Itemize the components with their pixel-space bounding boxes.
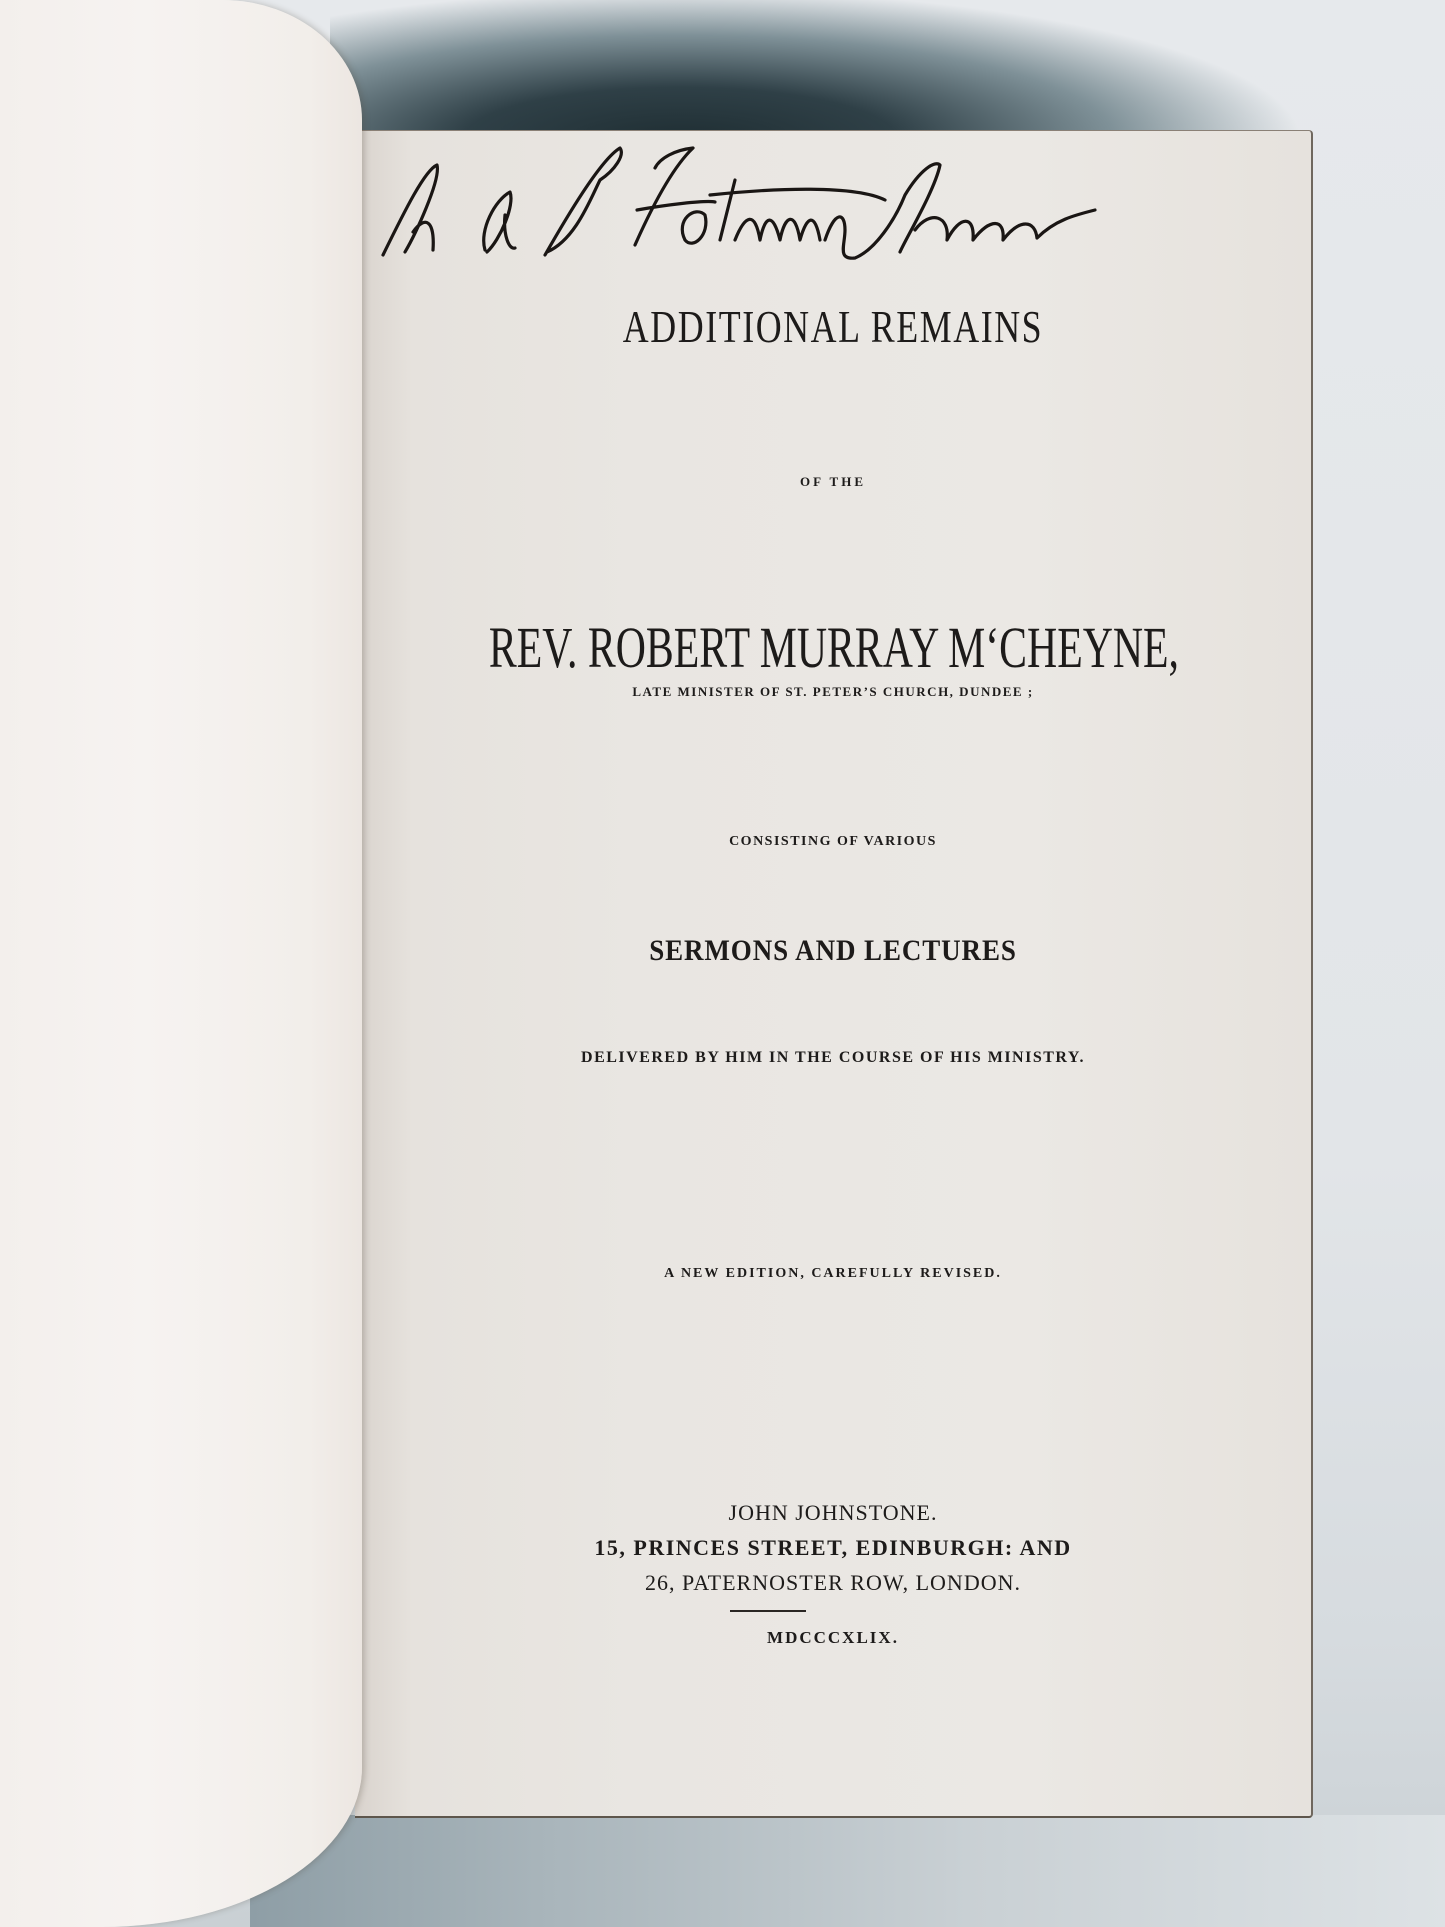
author-name: REV. ROBERT MURRAY M‘CHEYNE, (488, 615, 1179, 680)
consisting-text: CONSISTING OF VARIOUS (729, 834, 937, 849)
cover-shadow (330, 0, 1330, 140)
edition-text: A NEW EDITION, CAREFULLY REVISED. (664, 1266, 1002, 1281)
publisher-name: JOHN JOHNSTONE. (728, 1500, 938, 1525)
left-blank-leaf (0, 0, 362, 1927)
title-page (355, 130, 1313, 1818)
divider-rule (730, 1610, 806, 1612)
publisher-address-london: 26, PATERNOSTER ROW, LONDON. (645, 1570, 1021, 1595)
book-title: ADDITIONAL REMAINS (622, 301, 1044, 352)
of-the-text: OF THE (799, 474, 867, 489)
subject-heading: SERMONS AND LECTURES (649, 934, 1017, 967)
publication-year: MDCCCXLIX. (767, 1628, 899, 1647)
author-description: LATE MINISTER OF ST. PETER’S CHURCH, DUNDEE ; (632, 684, 1034, 699)
delivered-text: DELIVERED BY HIM IN THE COURSE OF HIS MINISTRY. (581, 1049, 1085, 1066)
handwritten-signature (375, 140, 1135, 265)
publisher-address-edinburgh: 15, PRINCES STREET, EDINBURGH: AND (594, 1535, 1072, 1560)
table-shadow (250, 1815, 1445, 1927)
